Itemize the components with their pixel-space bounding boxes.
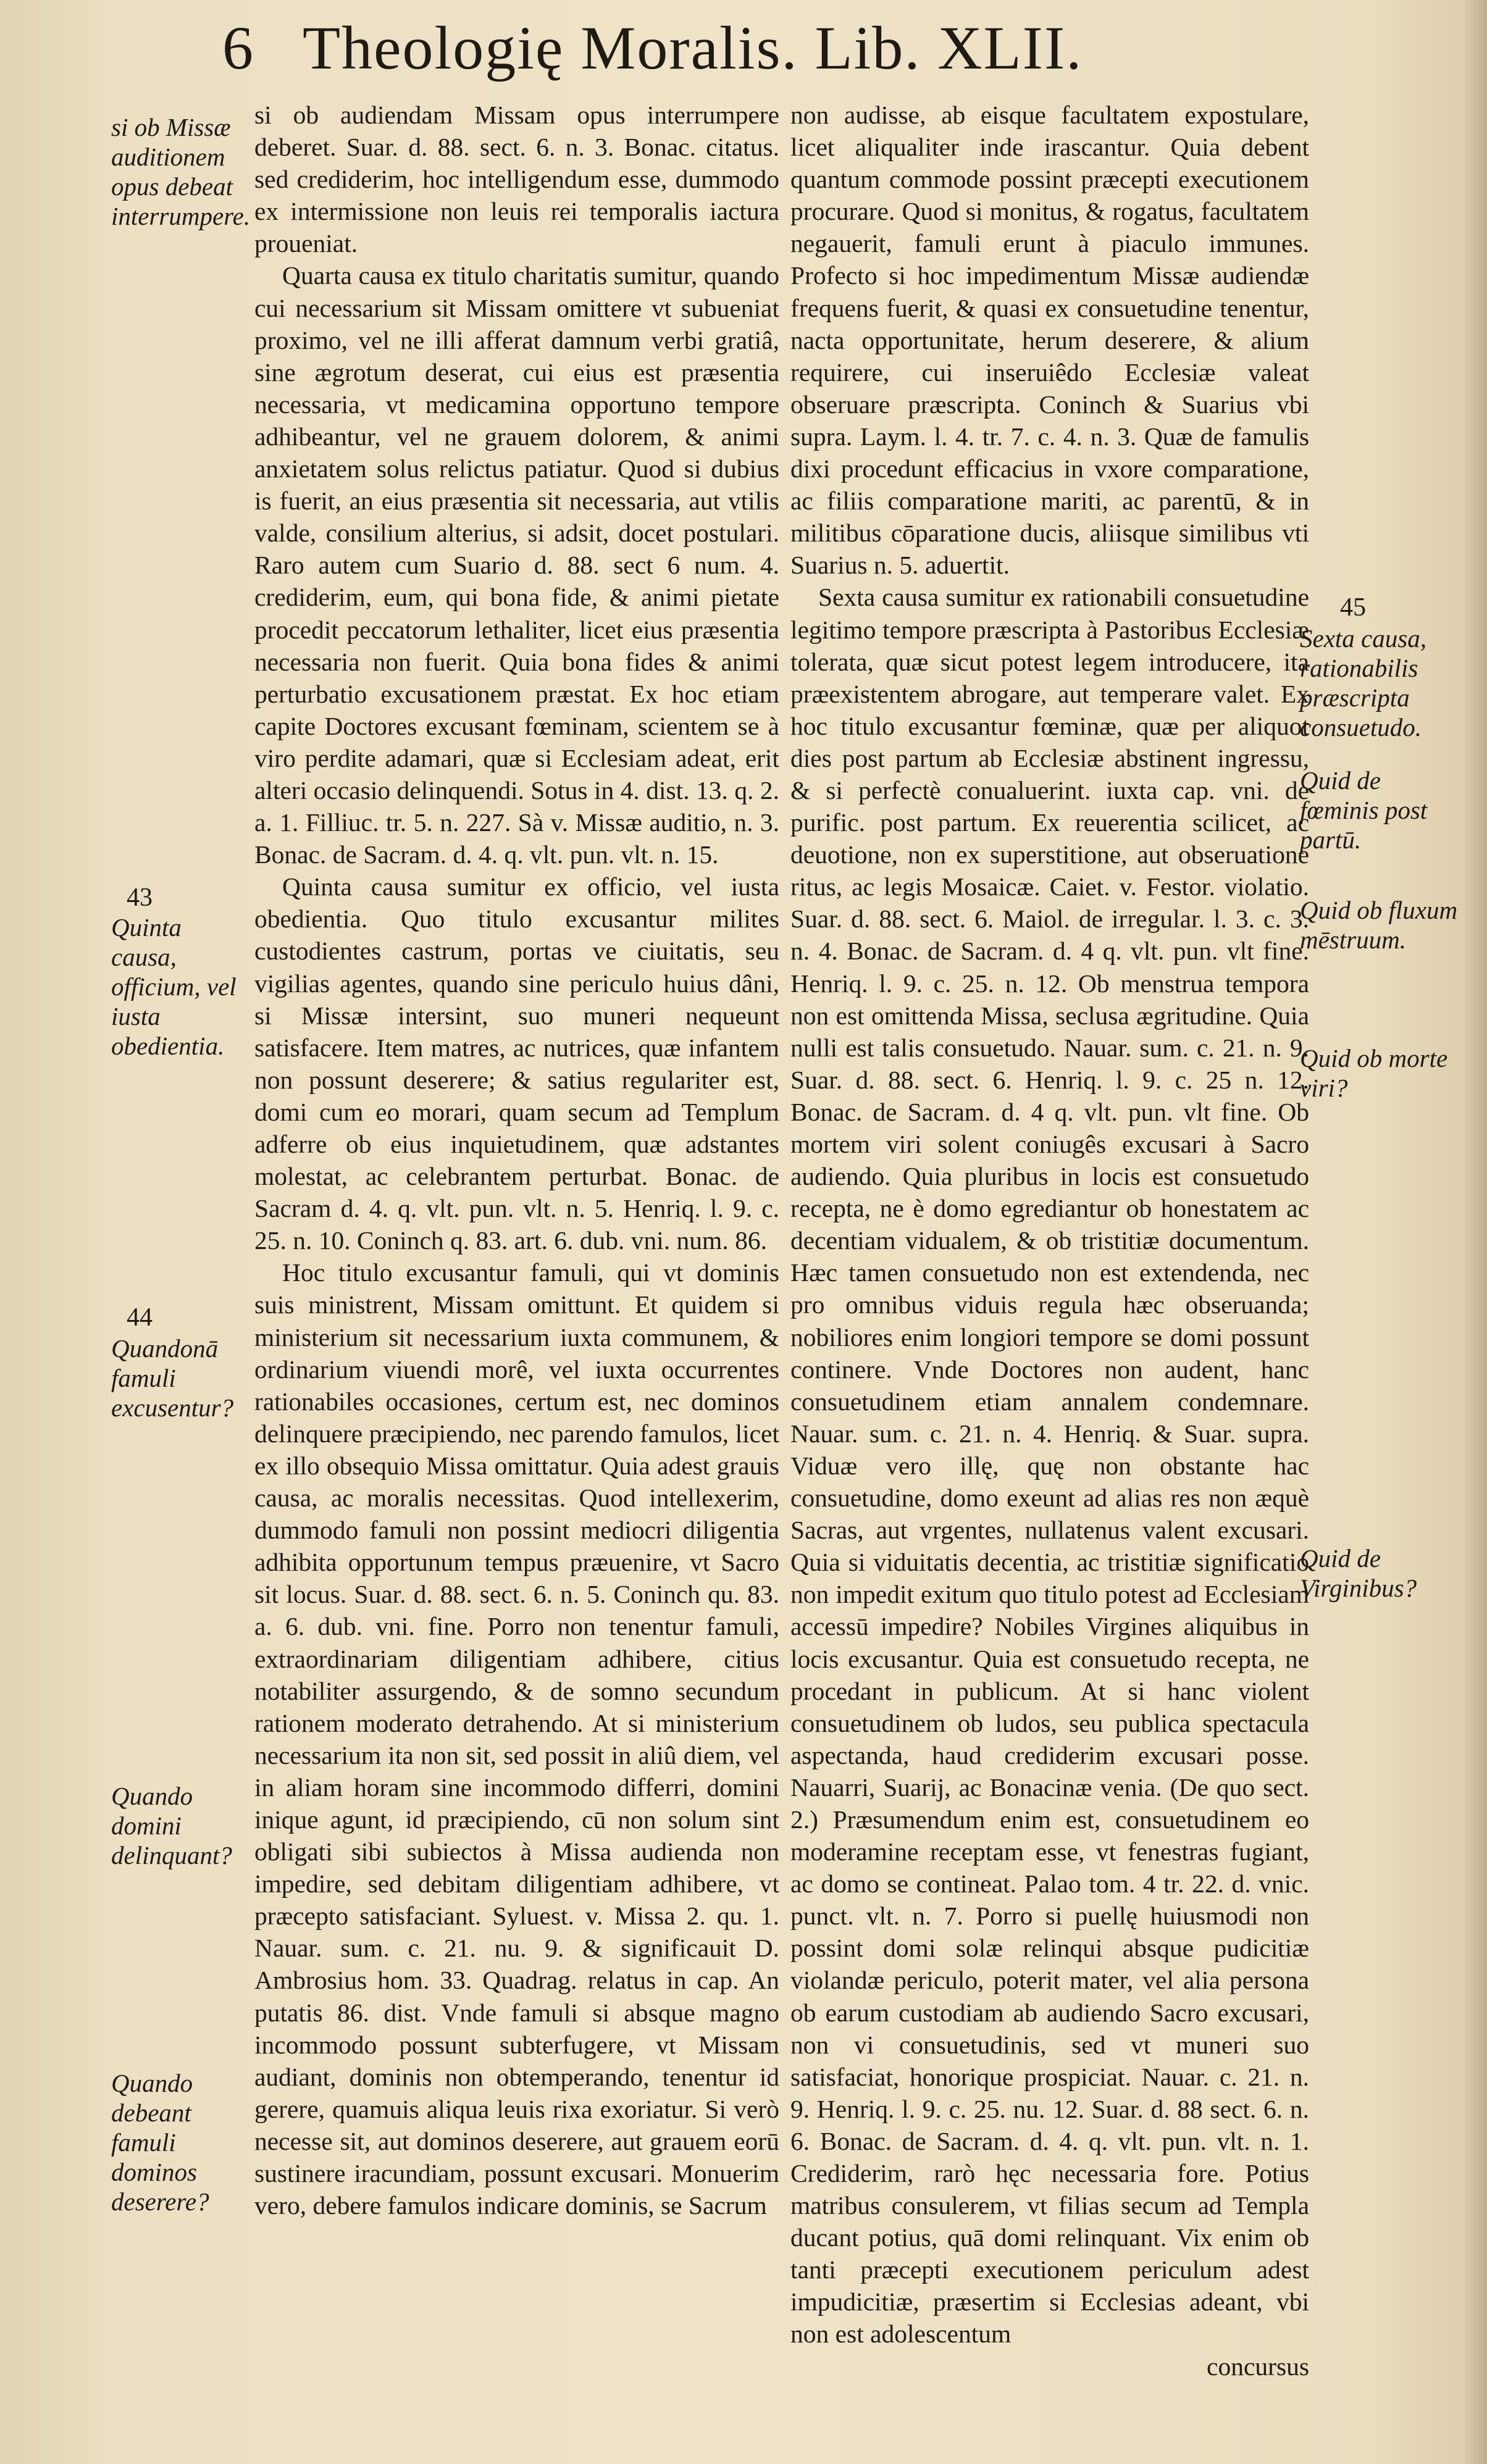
- margin-note: Quid de Virginibus?: [1300, 1544, 1417, 1602]
- page-header: [222, 12, 1186, 83]
- paragraph: si ob audiendam Missam opus interrumpere deberet. Suar. d. 88. sect. 6. n. 3. Bonac. citatus. sed crediderim, hoc intelligendum esse, dummodo ex intermissione non leuis rei temporalis iactura proueniat.: [254, 101, 779, 258]
- paragraph: Quarta causa ex titulo charitatis sumitur, quando cui necessarium sit Missam omittere vt subueniat proximo, vel ne illi afferat damnum verbi gratiâ, sine ægrotum deserat, cui eius est præsentia necessaria, vt medicamina opportuno tempore adhibeantur, vel ne grauem dolorem, & animi anxietatem solus relictus patiatur. Quod si dubius is fuerit, an eius præsentia sit necessaria, aut vtilis valde, consilium alterius, si adsit, docet postulari. Raro autem cum Suario d. 88. sect 6 num. 4. crediderim, eum, qui bona fide, & animi pietate procedit peccatorum lethaliter, licet eius præsentia necessaria non fuerit. Quia bona fides & animi perturbatio excusationem præstat. Ex hoc etiam capite Doctores excusant fœminam, scientem se à viro perdite adamari, quæ si Ecclesiam adeat, erit alteri occasio delinquendi. Sotus in 4. dist. 13. q. 2. a. 1. Filliuc. tr. 5. n. 227. Sà v. Missæ auditio, n. 3. Bonac. de Sacram. d. 4. q. vlt. pun. vlt. n. 15.: [254, 261, 779, 869]
- page-number: 6: [222, 14, 253, 82]
- margin-note: Quid ob fluxum mēstruum.: [1300, 896, 1458, 954]
- margin-note: Quando debeant famuli dominos deserere?: [111, 2069, 209, 2216]
- paragraph: Quinta causa sumitur ex officio, vel iusta obedientia. Quo titulo excusantur milites custodientes castrum, portas ve ciuitatis, seu vigilias agentes, quando sine periculo huius dâni, si Missæ intersint, suo muneri nequeunt satisfacere. Item matres, ac nutrices, quæ infantem non possunt deserere; & satius regulariter est, domi cum eo morari, quam secum ad Templum adferre ob eius inquietudinem, quæ adstantes molestat, ac celebrantem perturbat. Bonac. de Sacram d. 4. q. vlt. pun. vlt. n. 5. Henriq. l. 9. c. 25. n. 10. Coninch q. 83. art. 6. dub. vni. num. 86.: [254, 872, 779, 1255]
- margin-note: Quandonā famuli excusentur?: [111, 1334, 234, 1422]
- margin-note: Sexta causa, rationabilis præscripta consuetudo.: [1300, 624, 1426, 741]
- paragraph: Sexta causa sumitur ex rationabili consuetudine legitimo tempore præscripta à Pastoribus Ecclesiæ tolerata, quæ sicut potest legem introducere, ita præexistentem abrogare, aut temperare valet. Ex hoc titulo excusantur fœminæ, quæ per aliquot dies post partum ab Ecclesiæ abstinent ingressu, & si perfectè conualuerint. iuxta cap. vni. de purific. post partum. Ex reuerentia scilicet, ac deuotione, non ex superstitione, aut obseruatione ritus, ac legis Mosaicæ. Caiet. v. Festor. violatio. Suar. d. 88. sect. 6. Maiol. de irregular. l. 3. c. 3. n. 4. Bonac. de Sacram. d. 4 q. vlt. pun. vlt fine. Henriq. l. 9. c. 25. n. 12. Ob menstrua tempora non est omittenda Missa, seclusa ægritudine. Quia nulli est talis consuetudo. Nauar. sum. c. 21. n. 9. Suar. d. 88. sect. 6. Henriq. l. 9. c. 25 n. 12. Bonac. de Sacram. d. 4 q. vlt. pun. vlt fine. Ob mortem viri solent coniugês excusari à Sacro audiendo. Quia pluribus in locis est consuetudo recepta, ne è domo egrediantur ob honestatem ac decentiam vidualem, & ob tristitiæ documentum. Hæc tamen consuetudo non est extendenda, nec pro omnibus viduis regula hæc obseruanda; nobiliores enim longiori tempore se domi possunt continere. Vnde Doctores non audent, hanc consuetudinem etiam annalem condemnare. Nauar. sum. c. 21. n. 4. Henriq. & Suar. supra. Viduæ vero illę, quę non obstante hac consuetudine, domo exeunt ad alias res non æquè Sacras, aut vrgentes, nullatenus valent excusari. Quia si viduitatis decentia, ac tristitiæ significatio non impedit exitum quo titulo potest ad Ecclesiam accessū impedire? Nobiles Virgines aliquibus in locis excusantur. Quia est consuetudo recepta, ne procedant in publicum. At si hanc violent consuetudinem ob ludos, seu publica spectacula aspectanda, haud crediderim excusari posse. Nauarri, Suarij, ac Bonacinæ venia. (De quo sect. 2.) Præsumendum enim est, consuetudinem eo moderamine receptam esse, vt fenestras fugiant, ac domo se contineat. Palao tom. 4 tr. 22. d. vnic. punct. vlt. n. 7. Porro si puellę huiusmodi non possint domi solæ relinqui absque pudicitiæ violandæ periculo, poterit mater, vel alia persona ob earum custodiam ab audiendo Sacro excusari, non vi consuetudinis, sed vt muneri suo satisfaciat, honorique prospiciat. Nauar. c. 21. n. 9. Henriq. l. 9. c. 25. nu. 12. Suar. d. 88 sect. 6. n. 6. Bonac. de Sacram. d. 4. q. vlt. pun. vlt. n. 1. Crediderim, rarò hęc necessaria fore. Potius matribus consulerem, vt filias secum ad Templa ducant potius, quā domi relinquant. Vix enim ob tanti præcepti executionem periculum adest impudicitiæ, præsertim si Ecclesias adeant, vbi non est adolescentum: [790, 583, 1309, 2349]
- margin-note: Quid de fœminis post partū.: [1300, 766, 1428, 854]
- margin-note: Quid ob morte viri?: [1300, 1044, 1448, 1102]
- section-number: 45: [1340, 593, 1366, 622]
- margin-note: si ob Missæ auditionem opus debeat interrumpere.: [111, 113, 251, 230]
- section-number: 44: [127, 1303, 153, 1332]
- margin-note: Quinta causa, officium, vel iusta obedientia.: [111, 913, 237, 1060]
- left-text-column: [254, 99, 779, 2221]
- running-title: Theologię Moralis. Lib. XLII.: [303, 14, 1083, 82]
- section-number: 43: [127, 883, 153, 912]
- paragraph: non audisse, ab eisque facultatem expostulare, licet aliqualiter inde irascantur. Quia debent quantum commode possint præcepti executionem procurare. Quod si monitus, & rogatus, facultatem negauerit, famuli erunt à piaculo immunes. Profecto si hoc impedimentum Missæ audiendæ frequens fuerit, & quasi ex consuetudine tenentur, nacta opportunitate, herum deserere, & alium requirere, cui inseruiêdo Ecclesiæ valeat obseruare præscripta. Coninch & Suarius vbi supra. Laym. l. 4. tr. 7. c. 4. n. 3. Quæ de famulis dixi procedunt efficacius in vxore comparatione, ac filiis comparatione mariti, ac parentū, & in militibus cōparatione ducis, aliisque similibus vti Suarius n. 5. aduertit.: [790, 101, 1309, 580]
- margin-note: Quando domini delinquant?: [111, 1782, 232, 1869]
- page-edge-shadow: [1462, 0, 1487, 2464]
- paragraph: Hoc titulo excusantur famuli, qui vt dominis suis ministrent, Missam omittunt. Et quidem si ministerium sit necessarium iuxta communem, & ordinarium viuendi morê, vel iuxta occurrentes rationabiles occasiones, certum est, nec dominos delinquere præcipiendo, nec parendo famulos, licet ex illo obsequio Missa omittatur. Quia adest grauis causa, ac moralis necessitas. Quod intellexerim, dummodo famuli non possint mediocri diligentia adhibita opportunum tempus præuenire, vt Sacro sit locus. Suar. d. 88. sect. 6. n. 5. Coninch qu. 83. a. 6. dub. vni. fine. Porro non tenentur famuli, extraordinariam diligentiam adhibere, citius notabiliter assurgendo, & de somno secundum rationem moderato detrahendo. At si ministerium necessarium ita non sit, sed possit in aliû diem, vel in aliam horam sine incommodo differri, domini inique agunt, id præcipiendo, cū non solum sint obligati sibi subiectos à Missa audienda non impedire, sed debitam diligentiam adhibere, vt præcepto satisfaciant. Syluest. v. Missa 2. qu. 1. Nauar. sum. c. 21. nu. 9. & significauit D. Ambrosius hom. 33. Quadrag. relatus in cap. An putatis 86. dist. Vnde famuli si absque magno incommodo possunt subterfugere, vt Missam audiant, dominis non obtemperando, tenentur id gerere, quamuis aliqua leuis rixa exoriatur. Si verò necesse sit, aut dominos deserere, aut grauem eorū sustinere iracundiam, possunt excusari. Monuerim vero, debere famulos indicare dominis, se Sacrum: [254, 1258, 779, 2220]
- catchword: concursus: [1207, 2352, 1309, 2381]
- right-text-column: [790, 99, 1309, 2383]
